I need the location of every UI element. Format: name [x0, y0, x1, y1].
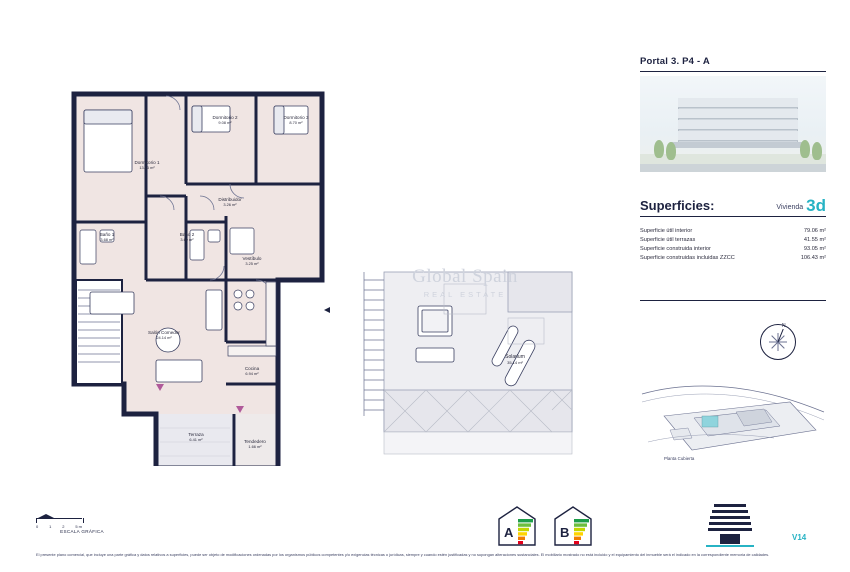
surface-value: 93.05 m² [803, 245, 826, 252]
render-tree [800, 140, 810, 158]
room-name: Baño 2 [179, 232, 195, 237]
render-tree [666, 142, 676, 160]
room-area: 1.66 m² [248, 443, 262, 449]
room-area: 3.68 m² [100, 236, 114, 242]
page-title: Portal 3. P4 - A [640, 56, 710, 67]
energy-rating-a [497, 505, 537, 547]
panel-header [640, 56, 826, 72]
room-name: Cocina [244, 366, 260, 371]
room-area: 3.25 m² [245, 260, 259, 266]
render-tree [812, 142, 822, 160]
room-name: Terraza [188, 432, 204, 437]
site-divider [640, 300, 826, 301]
surface-value: 106.43 m² [800, 255, 826, 262]
scale-bar [36, 512, 128, 534]
surface-label: Superficie construidas incluidas ZZCC [640, 255, 735, 262]
energy-labels [497, 505, 593, 547]
room-area: 6.41 m² [189, 436, 203, 442]
surface-label: Superficie útil interior [640, 227, 693, 234]
scale-graphic [36, 512, 128, 524]
vivienda-label: Vivienda [776, 204, 804, 211]
site-plan [640, 372, 826, 460]
surface-row [640, 226, 826, 235]
surface-label: Superficie útil terrazas [640, 236, 696, 243]
header-divider [640, 71, 826, 72]
render-podium [670, 142, 806, 148]
energy-rating-b [553, 505, 593, 547]
surface-row [640, 235, 826, 244]
floor-plan [60, 84, 330, 466]
render-road [640, 164, 826, 172]
scale-tick: 5 m [75, 524, 82, 529]
energy-letter: A [504, 525, 514, 540]
surfaces-header [640, 195, 826, 215]
room-name: Baño 1 [99, 232, 115, 237]
compass-north-label: N [782, 323, 786, 329]
room-name: Salón Comedor [148, 330, 180, 335]
watermark-title: Global Spain [412, 266, 518, 287]
compass-icon [760, 324, 796, 360]
scale-caption: ESCALA GRÁFICA [60, 529, 104, 534]
vivienda-badge [776, 195, 826, 215]
render-floor-4 [678, 131, 798, 141]
render-building [678, 98, 798, 146]
room-solarium [480, 354, 550, 365]
energy-letter: B [560, 525, 570, 540]
developer-logo [700, 500, 760, 548]
version-code: V14 [792, 533, 807, 542]
room-name: Distribuidor [218, 197, 242, 202]
room-area: 3.60 m² [180, 236, 194, 242]
surface-value: 79.06 m² [803, 227, 826, 234]
render-floor-2 [678, 109, 798, 119]
scale-ticks [36, 518, 84, 523]
room-area: 35.14 m² [507, 360, 523, 365]
surface-row [640, 244, 826, 253]
surface-value: 41.55 m² [803, 236, 826, 243]
render-floor-3 [678, 120, 798, 130]
site-plan-label: Planta Cubierta [664, 456, 695, 461]
room-name: Solarium [505, 354, 525, 360]
room-area: 24.14 m² [156, 334, 172, 340]
room-area: 8.70 m² [289, 119, 303, 125]
room-name: Vestíbulo [242, 256, 262, 261]
scale-tick: 0 [36, 524, 39, 529]
room-name: Tendedero [244, 439, 266, 444]
compass-ray [778, 342, 779, 351]
surfaces-label: Superficies: [640, 198, 715, 213]
room-area: 13.16 m² [139, 164, 155, 170]
scale-tick: 1 [49, 524, 52, 529]
surfaces-divider [640, 216, 826, 217]
render-tree [654, 140, 664, 158]
room-area: 3.26 m² [223, 201, 237, 207]
vivienda-value: 3d [806, 195, 826, 215]
room-area: 9.08 m² [218, 119, 232, 125]
watermark-subtitle: REAL ESTATE [423, 290, 507, 299]
scale-tick: 2 [62, 524, 65, 529]
surface-row [640, 254, 826, 263]
disclaimer-text: El presente plano comercial, que incluye una parte gráfica y datos relativos a superficies, puede ser objeto de modificaciones ordenadas por los organismos públicos competentes y/o exigencias técnicas o jurídicas, siempre y cuando estén justificadas y no supongan alteraciones sustanciales. El mobiliario mostrado no está incluido y el equipamiento del inmueble será el indicado en la correspondiente memoria de calidades. [36, 552, 770, 557]
watermark [360, 266, 570, 299]
render-floor-1 [678, 98, 798, 108]
surface-label: Superficie construida interior [640, 245, 711, 252]
room-name: Dormitorio 1 [134, 160, 160, 165]
building-render [640, 76, 826, 172]
room-name: Dormitorio 3 [283, 115, 309, 120]
room-area: 6.94 m² [245, 370, 259, 376]
surfaces-list [640, 226, 826, 263]
room-name: Dormitorio 2 [212, 115, 238, 120]
